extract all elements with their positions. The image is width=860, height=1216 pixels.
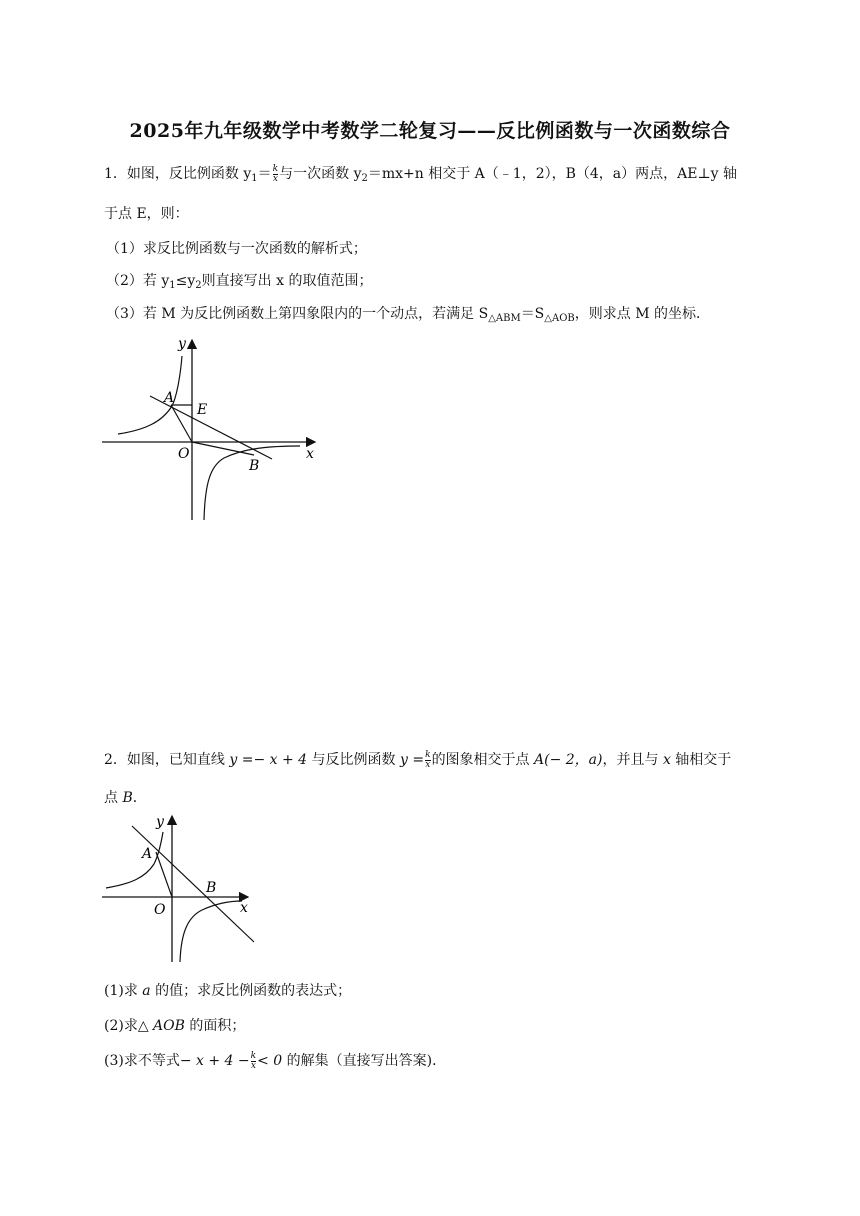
q1-part3: （3）若 M 为反比例函数上第四象限内的一个动点，若满足 $S_{\triangle ABM}=S_{\triangle AOB}$，则求点 M 的坐标． [106, 306, 710, 324]
q2-stem-line1: 2．如图，已知直线 y =− x + 4 与反比例函数 y = $\frac{k}{x}$ 的图象相交于点 A(− 2，a)，并且与 x 轴相交于 [104, 749, 732, 770]
q2-line [132, 826, 254, 942]
q1-label-E: E [197, 402, 208, 418]
q1-figure [100, 334, 325, 524]
q2-figure [100, 812, 260, 964]
q2-hyperbola-left [106, 832, 163, 888]
q1-segment-OB [192, 442, 254, 455]
q2-label-x: x [240, 900, 248, 916]
q2-part3-fraction: $\frac{k}{x}$ [250, 1050, 257, 1071]
q2-stem-line2: 点 B． [104, 790, 147, 806]
q1-part2: （2）若 $y_1\le y_2$则直接写出 x 的取值范围； [106, 273, 373, 291]
q1-label-B: B [249, 458, 260, 474]
page-title: 2025年九年级数学中考数学二轮复习——反比例函数与一次函数综合 [129, 120, 731, 142]
q1-label-A: A [164, 390, 175, 406]
q2-segment-AO [156, 852, 172, 897]
q2-label-A: A [142, 846, 153, 862]
q2-label-B: B [206, 880, 217, 896]
q1-label-O: O [178, 446, 190, 462]
q1-segment-AO [171, 405, 192, 442]
q2-fraction: $\frac{k}{x}$ [425, 749, 431, 770]
q1-stem-line2: 于点 E，则： [104, 206, 189, 222]
q2-part1: (1)求 a 的值；求反比例函数的表达式； [104, 983, 352, 999]
q1-part1: （1）求反比例函数与一次函数的解析式； [106, 241, 367, 257]
q1-fraction: $\frac{k}{x}$ [272, 163, 279, 184]
q2-label-O: O [154, 902, 166, 918]
q1-label-y: y [178, 336, 186, 352]
q1-stem-line1: 1．如图，反比例函数 $y_1=$ $\frac{k}{x}$ 与一次函数 $y_2=mx+n$ 相交于 A（﹣1，2），B（4，a）两点，AE⊥y 轴 [104, 163, 737, 184]
q2-hyperbola-right [180, 901, 242, 962]
q2-label-y: y [156, 814, 164, 830]
q1-label-x: x [306, 446, 314, 462]
q2-part2: (2)求△ AOB 的面积； [104, 1018, 246, 1034]
q2-part3: (3)求不等式− x + 4 − $\frac{k}{x}$ < 0 的解集（直接写出答案)． [104, 1050, 447, 1071]
